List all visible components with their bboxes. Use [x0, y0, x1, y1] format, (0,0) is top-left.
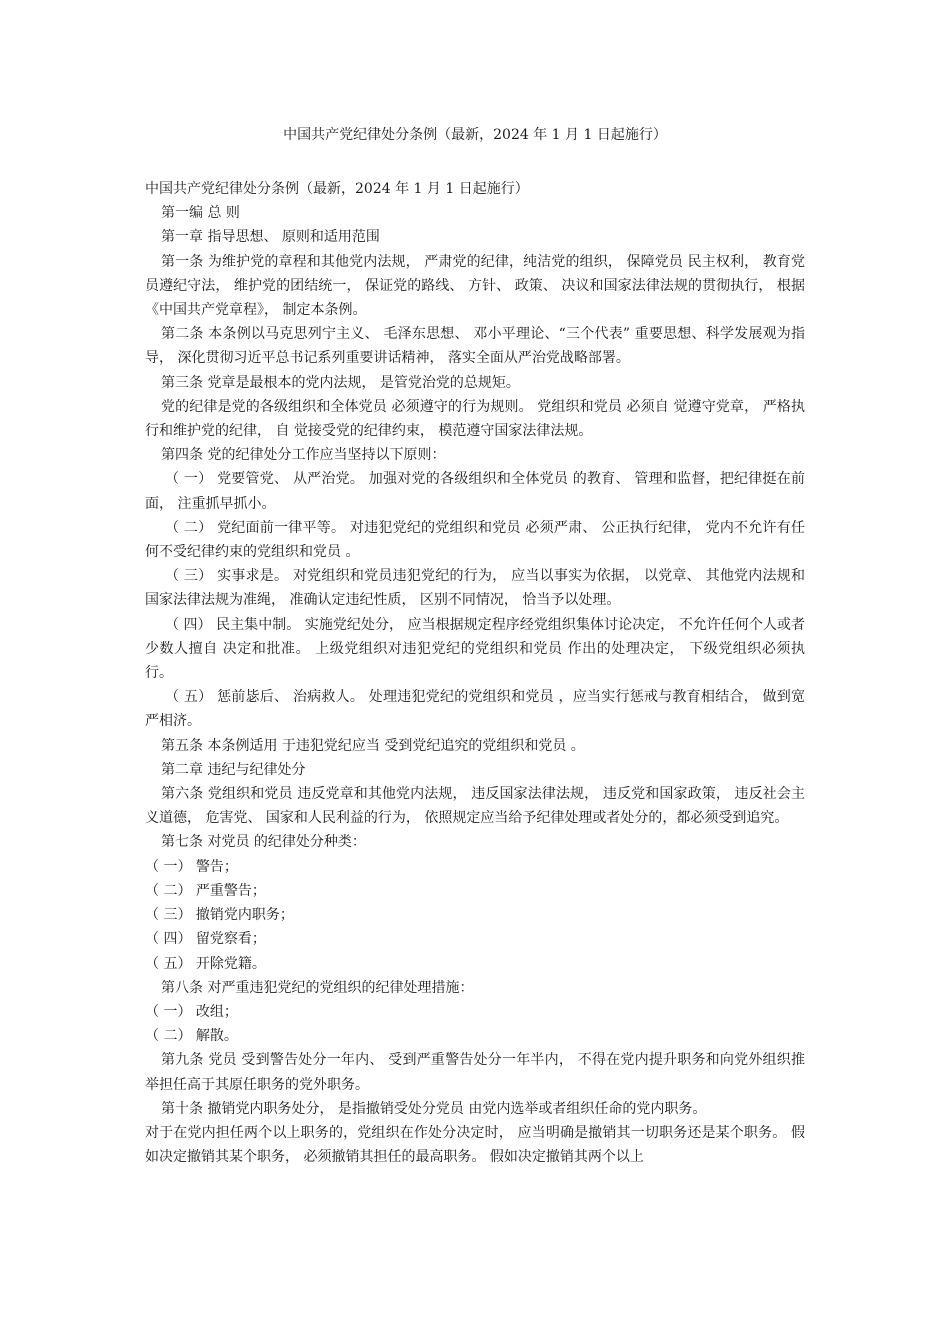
- paragraph: 第九条 党员 受到警告处分一年内、 受到严重警告处分一年半内， 不得在党内提升职务和向党外组织推举担任高于其原任职务的党外职务。: [145, 1052, 805, 1093]
- paragraph: 第二条 本条例以马克思列宁主义、 毛泽东思想、 邓小平理论、“三个代表” 重要思想、科学发展观为指导， 深化贯彻习近平总书记系列重要讲话精神， 落实全面从严治党战略部署。: [145, 326, 805, 367]
- paragraph: 第一条 为维护党的章程和其他党内法规， 严肃党的纪律，纯洁党的组织， 保障党员 民主权利， 教育党员遵纪守法， 维护党的团结统一， 保证党的路线、 方针、 政策、 决议和国家法律法规的贯彻执行， 根据《中国共产党章程》， 制定本条例。: [145, 253, 805, 319]
- paragraph: 第五条 本条例适用 于违犯党纪应当 受到党纪追究的党组织和党员 。: [161, 737, 585, 754]
- page-title: 中国共产党纪律处分条例（最新，2024 年 1 月 1 日起施行）: [283, 127, 667, 143]
- paragraph: 党的纪律是党的各级组织和全体党员 必须遵守的行为规则。 党组织和党员 必须自 觉遵守党章， 严格执行和维护党的纪律， 自 觉接受党的纪律约束， 模范遵守国家法律法规。: [145, 398, 805, 440]
- paragraph: （ 二） 党纪面前一律平等。 对违犯党纪的党组织和党员 必须严肃、 公正执行纪律， 党内不允许有任何不受纪律约束的党组织和党员 。: [145, 519, 805, 561]
- paragraph: 对于在党内担任两个以上职务的，党组织在作处分决定时， 应当明确是撤销其一切职务还是某个职务。 假如决定撤销其某个职务， 必须撤销其担任的最高职务。 假如决定撤销其两个以上: [145, 1124, 805, 1166]
- paragraph: （ 三） 实事求是。 对党组织和党员违犯党纪的行为， 应当以事实为依据， 以党章、 其他党内法规和国家法律法规为准绳， 准确认定违纪性质， 区别不同情况， 恰当予以处理。: [145, 568, 805, 609]
- list-item: （ 一） 警告；: [145, 858, 238, 875]
- list-item: （ 三） 撤销党内职务；: [145, 907, 294, 924]
- paragraph: 第七条 对党员 的纪律处分种类：: [161, 834, 366, 851]
- paragraph: 第十条 撤销党内职务处分， 是指撤销受处分党员 由党内选举或者组织任命的党内职务。: [161, 1100, 707, 1117]
- paragraph: （ 五） 惩前毖后、 治病救人。 处理违犯党纪的党组织和党员 ，应当实行惩戒与教育相结合， 做到宽严相济。: [145, 689, 805, 730]
- list-item: （ 五） 开除党籍。: [145, 955, 266, 972]
- paragraph: （ 一） 党要管党、 从严治党。 加强对党的各级组织和全体党员 的教育、 管理和监督，把纪律挺在前面， 注重抓早抓小。: [145, 471, 805, 512]
- list-item: （ 四） 留党察看；: [145, 931, 266, 948]
- paragraph: 第一章 指导思想、 原则和适用范围: [161, 229, 380, 246]
- paragraph: 中国共产党纪律处分条例（最新，2024 年 1 月 1 日起施行）: [145, 181, 529, 197]
- paragraph: 第二章 违纪与纪律处分: [161, 761, 306, 778]
- paragraph: 第四条 党的纪律处分工作应当坚持以下原则：: [161, 447, 446, 464]
- list-item: （ 一） 改组；: [145, 1003, 238, 1020]
- paragraph: （ 四） 民主集中制。 实施党纪处分， 应当根据规定程序经党组织集体讨论决定， 不允许任何个人或者少数人擅自 决定和批准。 上级党组织对违犯党纪的党组织和党员 作出的处理决定， 下级党组织必须执行。: [145, 616, 805, 682]
- document-body: [145, 177, 805, 1169]
- list-item: （ 二） 严重警告；: [145, 882, 266, 899]
- paragraph: 第三条 党章是最根本的党内法规， 是管党治党的总规矩。: [161, 374, 520, 391]
- list-item: （ 二） 解散。: [145, 1028, 238, 1045]
- paragraph: 第六条 党组织和党员 违反党章和其他党内法规， 违反国家法律法规， 违反党和国家政策， 违反社会主义道德， 危害党、 国家和人民利益的行为， 依照规定应当给予纪律处理或者处分的，都必须受到追究。: [145, 786, 805, 827]
- paragraph: 第八条 对严重违犯党纪的党组织的纪律处理措施：: [161, 979, 474, 996]
- paragraph: 第一编 总 则: [161, 205, 240, 222]
